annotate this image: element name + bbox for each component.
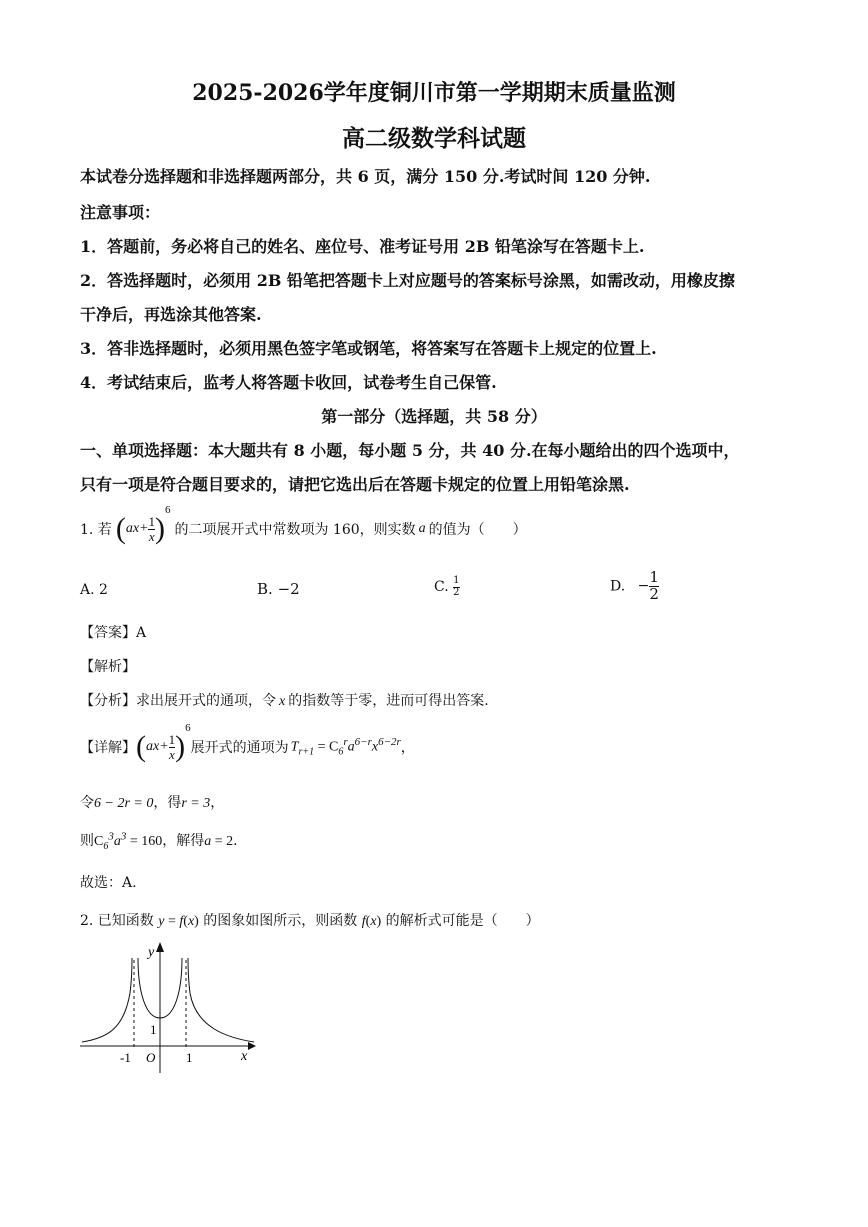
part1-heading: 第一部分（选择题，共 58 分） xyxy=(321,407,547,426)
notice-heading: 注意事项： xyxy=(80,203,161,222)
q1-expression: (ax+ $\frac{1}{x}$ )$^6$ xyxy=(115,503,171,545)
q1-answer: 【答案】A xyxy=(80,625,147,641)
q1-option-d: D. − $\frac{1}{2}$ xyxy=(610,568,659,603)
section1-line-2: 只有一项是符合题目要求的，请把它选出后在答题卡规定的位置上用铅笔涂黑. xyxy=(80,475,630,494)
graph-one-label: 1 xyxy=(186,1050,193,1065)
graph-y-one-label: 1 xyxy=(150,1022,157,1037)
q1-stem-end: 的值为（ ） xyxy=(428,522,527,538)
q1-jiexi: 【解析】 xyxy=(80,659,136,675)
question-2: 2. 已知函数 y = f(x) 的图象如图所示，则函数 f(x) 的解析式可能是（ ） xyxy=(80,913,540,929)
q1-step-1: 令6 − 2r = 0，得r = 3， xyxy=(80,795,225,811)
q1-step-2: 则$C_6^3a^3 = 160$，解得a = 2. xyxy=(80,830,238,852)
q1-var: a xyxy=(418,521,426,536)
graph-neg-one-label: -1 xyxy=(120,1050,131,1065)
graph-origin-label: O xyxy=(146,1050,156,1065)
q1-option-a: A. 2 xyxy=(80,582,108,598)
exam-title: 2025-2026学年度铜川市第一学期期末质量监测 xyxy=(192,80,676,106)
section1-line-1: 一、单项选择题：本大题共有 8 小题，每小题 5 分，共 40 分.在每小题给出的四个选项中， xyxy=(80,441,740,460)
notice-item-2: 2．答选择题时，必须用 2B 铅笔把答题卡上对应题号的答案标号涂黑，如需改动，用橡皮擦 xyxy=(80,271,735,290)
q1-detail: 【详解】 (ax+ $\frac{1}{x}$ )$^6$ 展开式的通项为 $T_{r+1} = C_6^ra^{6-r}x^{6-2r}$ ， xyxy=(80,721,415,763)
notice-item-1: 1．答题前，务必将自己的姓名、座位号、准考证号用 2B 铅笔涂写在答题卡上. xyxy=(80,237,645,256)
q1-option-c: C. $\frac{1}{2}$ xyxy=(434,575,460,598)
notice-item-3: 3．答非选择题时，必须用黑色签字笔或钢笔，将答案写在答题卡上规定的位置上. xyxy=(80,339,657,358)
notice-item-2-cont: 干净后，再选涂其他答案. xyxy=(80,305,262,324)
graph-x-label: x xyxy=(241,1049,248,1064)
exam-subtitle: 高二级数学科试题 xyxy=(342,125,526,152)
function-graph xyxy=(78,938,258,1078)
question-1 xyxy=(80,503,527,546)
q1-analysis: 【分析】求出展开式的通项，令 x 的指数等于零，进而可得出答案. xyxy=(80,693,489,709)
q1-stem: 的二项展开式中常数项为 160，则实数 xyxy=(174,522,416,538)
intro-text: 本试卷分选择题和非选择题两部分，共 6 页，满分 150 分.考试时间 120 分钟. xyxy=(80,167,651,186)
q1-option-b: B. −2 xyxy=(257,580,300,598)
graph-y-label: y xyxy=(148,945,155,960)
q1-prefix: 1. 若 xyxy=(80,522,112,538)
q1-conclusion: 故选：A. xyxy=(80,875,137,891)
notice-item-4: 4．考试结束后，监考人将答题卡收回，试卷考生自己保管. xyxy=(80,373,497,392)
